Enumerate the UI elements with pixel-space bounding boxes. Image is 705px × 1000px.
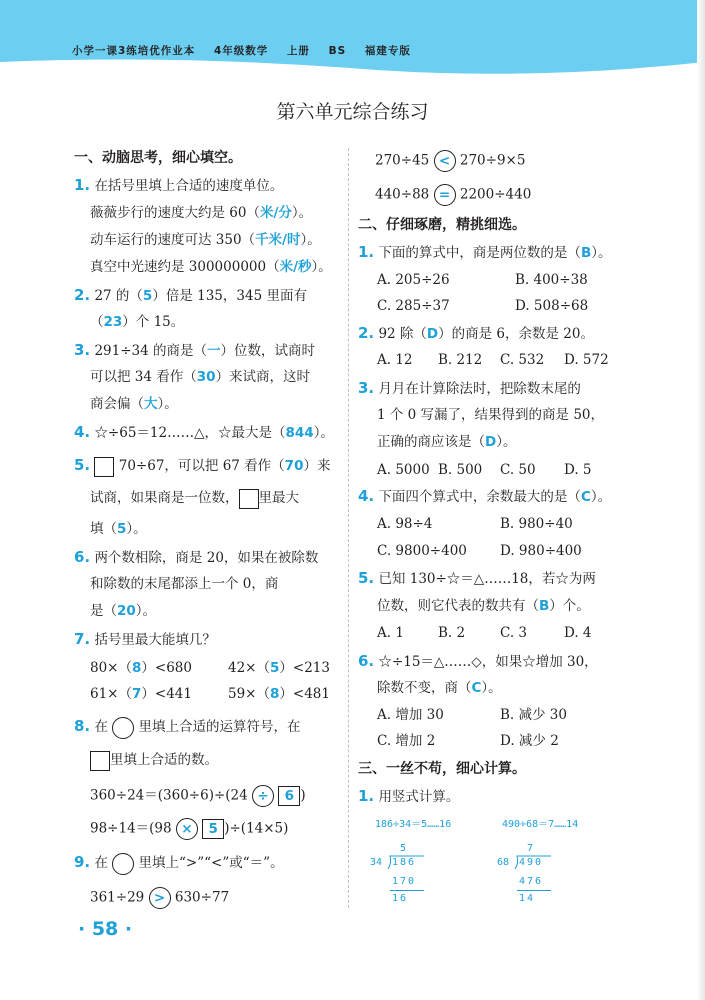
text: 270÷9×5: [459, 152, 526, 169]
text: ）。: [311, 259, 332, 275]
s1-q8-e2: [90, 818, 288, 840]
text: 361÷29: [90, 889, 145, 906]
column-divider: [348, 148, 349, 908]
s2-q2-optA: A. 12: [377, 352, 413, 368]
text: ）的商是 6，余数是 20。: [438, 326, 594, 342]
blank-box: [90, 751, 110, 771]
s2-q3-optD: D. 5: [564, 462, 592, 478]
answer: 千米/时: [255, 232, 301, 248]
s2-q3-optA: A. 5000: [377, 462, 430, 478]
section-3-heading: 三、一丝不苟，细心计算。: [358, 761, 526, 777]
text: 里最大: [258, 490, 299, 506]
s1-q7: [74, 629, 216, 650]
text: 59×（: [228, 686, 270, 702]
s1-q7-r2a: [90, 684, 192, 704]
text: ）<680: [141, 660, 192, 676]
answer: 30: [196, 369, 216, 385]
s2-q5-l2: [377, 596, 590, 616]
answer-circle: =: [434, 184, 456, 206]
s2-q6-optA: A. 增加 30: [377, 707, 444, 723]
s1-q8-e1: [90, 785, 306, 807]
text: 630÷77: [174, 889, 230, 906]
text: 用竖式计算。: [378, 789, 460, 805]
text: 92 除（: [378, 326, 427, 342]
text: 位数，则它代表的数共有（: [377, 598, 539, 614]
q-number: 5.: [74, 456, 91, 474]
quotient: 5: [400, 843, 407, 854]
text: 是（: [90, 603, 117, 619]
divisor: 68: [497, 857, 510, 868]
s1-q2-l2: [90, 312, 184, 332]
answer: 20: [117, 603, 136, 619]
s1-q7-r1a: [90, 658, 192, 678]
answer: 米/分: [259, 205, 292, 221]
text: ）个。: [549, 598, 590, 614]
answer-box: 6: [278, 786, 300, 806]
text: ）。: [313, 425, 334, 441]
s2-q5-optC: C. 3: [500, 625, 528, 641]
remainder: 16: [392, 893, 409, 904]
text: ）。: [496, 434, 517, 450]
s2-q4-optA: A. 98÷4: [377, 516, 433, 532]
answer-circle: >: [149, 887, 171, 909]
text: ）<213: [279, 660, 330, 676]
q-number: 4.: [358, 487, 375, 505]
s2-q5-optB: B. 2: [438, 625, 466, 641]
s1-q9: [74, 852, 284, 875]
text: ）。: [291, 205, 313, 221]
text: 真空中光速约是 300000000（: [90, 259, 280, 275]
answer: 5: [270, 660, 280, 676]
text: 里填上合适的数。: [110, 752, 218, 768]
product: 170: [392, 876, 417, 887]
s2-q3-l3: [377, 432, 516, 452]
s1-q1-b: [90, 230, 321, 250]
long-division-1: [370, 842, 430, 906]
text: 27 的（: [94, 288, 143, 304]
text: 薇薇步行的速度大约是 60（: [90, 205, 260, 221]
text: ☆÷65＝12……△，☆最大是（: [94, 425, 286, 441]
q-number: 9.: [74, 853, 91, 871]
long-division-2: [497, 842, 557, 906]
dividend: 186: [392, 857, 417, 868]
text: 括号里最大能填几？: [94, 632, 216, 648]
s1-q3-l2: [90, 367, 310, 387]
quotient: 7: [527, 843, 534, 854]
text: ）。: [157, 396, 178, 412]
q-number: 6.: [74, 548, 91, 566]
calc-2-expression: 490÷68＝7……14: [502, 819, 579, 830]
s1-q2: [74, 285, 307, 306]
answer: 8: [270, 686, 280, 702]
s2-q5: [358, 568, 596, 589]
s2-q2-optC: C. 532: [500, 352, 545, 368]
text: 下面四个算式中，余数最大的是（: [378, 489, 581, 505]
answer: 大: [144, 396, 158, 412]
q-number: 5.: [358, 569, 375, 587]
text: 试商，如果商是一位数，: [90, 490, 239, 506]
text: 98÷14＝(98: [90, 820, 172, 837]
s2-q4: [358, 486, 611, 507]
answer: 5: [117, 521, 127, 537]
text: ）。: [481, 680, 502, 696]
answer: C: [471, 680, 482, 696]
text: 42×（: [228, 660, 270, 676]
s2-q6-l2: [377, 678, 502, 698]
text: 在: [94, 855, 108, 871]
text: )÷(14×5): [224, 820, 289, 837]
text: ）来试商，这时: [215, 369, 311, 385]
text: ）位数，试商时: [220, 343, 315, 359]
answer: 一: [207, 343, 221, 359]
q-number: 3.: [358, 379, 375, 397]
s1-q6: [74, 547, 318, 568]
calc-1-expression: 186÷34＝5……16: [375, 819, 452, 830]
s2-q2-optB: B. 212: [438, 352, 483, 368]
s2-q4-optB: B. 980÷40: [500, 516, 573, 532]
s2-q2: [358, 323, 594, 344]
answer: B: [539, 598, 550, 614]
s2-q1-optB: B. 400÷38: [515, 272, 588, 288]
text: ）。: [591, 245, 612, 261]
answer: 70: [284, 458, 304, 474]
header-wave: [0, 0, 705, 78]
q-number: 2.: [74, 286, 91, 304]
s1-q1: [74, 175, 283, 196]
answer: 7: [132, 686, 142, 702]
s1-q1-a: [90, 203, 312, 223]
q-number: 1.: [358, 787, 375, 805]
s2-q6-optD: D. 减少 2: [500, 733, 559, 749]
s2-q3-l2: 1 个 0 写漏了，结果得到的商是 50，: [377, 407, 605, 423]
s2-q2-optD: D. 572: [564, 352, 609, 368]
s1-q6-l3: [90, 601, 156, 621]
s2-q3-optB: B. 500: [438, 462, 483, 478]
text: ）。: [300, 232, 321, 248]
answer: 844: [285, 425, 314, 441]
header-series: 小学一课3练培优作业本: [72, 45, 196, 57]
text: ）<481: [279, 686, 330, 702]
text: 动车运行的速度可达 350（: [90, 232, 256, 248]
right-top-e2: [375, 184, 531, 206]
text: 270÷45: [375, 152, 430, 169]
text: 除数不变，商（: [377, 680, 472, 696]
q-number: 7.: [74, 630, 91, 648]
text: ）个 15。: [122, 314, 185, 330]
answer-circle: ÷: [252, 785, 274, 807]
s2-q4-optD: D. 980÷400: [500, 543, 582, 559]
section-2-heading: 二、仔细琢磨，精挑细选。: [358, 217, 526, 233]
text: 商会偏（: [90, 396, 144, 412]
s1-q8: [74, 716, 301, 739]
text: 里填上“>”“<”或“＝”。: [138, 855, 284, 871]
header-info: [72, 43, 425, 58]
s2-q6-optC: C. 增加 2: [377, 733, 436, 749]
text: 可以把 34 看作（: [90, 369, 197, 385]
text: 已知 130÷☆＝△……18，若☆为两: [378, 571, 596, 587]
s2-q4-optC: C. 9800÷400: [377, 543, 467, 559]
blank-box: [239, 489, 259, 509]
q-number: 1.: [358, 243, 375, 261]
s1-q5-l3: [90, 519, 147, 539]
answer: C: [580, 489, 591, 505]
text: 里填上合适的运算符号，在: [138, 719, 301, 735]
text: 360÷24＝(360÷6)÷(24: [90, 787, 248, 804]
s1-q6-l2: 和除数的末尾都添上一个 0，商: [90, 576, 279, 592]
s1-q7-r2b: [228, 684, 330, 704]
page-number: · 58 ·: [78, 918, 133, 940]
answer-circle: <: [434, 150, 456, 172]
right-top-e1: [375, 150, 525, 172]
product: 476: [519, 876, 544, 887]
answer: D: [426, 326, 439, 342]
answer: B: [580, 245, 592, 261]
text: （: [90, 314, 104, 330]
text: 两个数相除，商是 20，如果在被除数: [94, 550, 319, 566]
s1-q1-c: [90, 257, 332, 277]
subtraction-line: [390, 890, 424, 891]
s2-q3-optC: C. 50: [500, 462, 536, 478]
answer: D: [485, 434, 497, 450]
blank-box: [94, 457, 114, 477]
text: ）。: [126, 521, 147, 537]
answer-box: 5: [202, 819, 224, 839]
q-number: 1.: [74, 176, 91, 194]
divisor: 34: [370, 857, 383, 868]
header-region: 福建专版: [364, 45, 411, 57]
text: 2200÷440: [459, 186, 532, 203]
page-title: 第六单元综合练习: [276, 101, 429, 123]
text: 440÷88: [375, 186, 430, 203]
dividend: 490: [519, 857, 544, 868]
text: 80×（: [90, 660, 132, 676]
q-number: 2.: [358, 324, 375, 342]
text: ）倍是 135，345 里面有: [152, 288, 307, 304]
s3-q1: [358, 786, 459, 807]
answer: 8: [132, 660, 142, 676]
s1-q3: [74, 340, 315, 361]
answer-circle: ×: [176, 818, 198, 840]
answer: 23: [103, 314, 123, 330]
text: 70÷67，可以把 67 看作（: [118, 458, 285, 474]
s2-q6: [358, 651, 598, 672]
section-1-heading: 一、动脑思考，细心填空。: [74, 150, 242, 166]
q-number: 8.: [74, 717, 91, 735]
s2-q1: [358, 242, 611, 263]
text: 下面的算式中，商是两位数的是（: [378, 245, 581, 261]
text: 填（: [90, 521, 117, 537]
text: 61×（: [90, 686, 132, 702]
answer: 5: [142, 288, 153, 304]
remainder: 14: [519, 893, 536, 904]
text: 正确的商应该是（: [377, 434, 485, 450]
text: ）。: [135, 603, 157, 619]
blank-circle: [112, 853, 134, 875]
text: ）。: [590, 489, 612, 505]
subtraction-line: [517, 890, 551, 891]
s2-q6-optB: B. 减少 30: [500, 707, 567, 723]
text: ）<441: [141, 686, 192, 702]
q-number: 6.: [358, 652, 375, 670]
header-band: [0, 0, 705, 78]
answer: 米/秒: [279, 259, 312, 275]
text: 月月在计算除法时，把除数末尾的: [378, 381, 581, 397]
s2-q3: [358, 378, 581, 399]
s1-q5-l2: [90, 488, 299, 509]
q-number: 4.: [74, 423, 91, 441]
q-number: 3.: [74, 341, 91, 359]
s2-q1-optC: C. 285÷37: [377, 298, 450, 314]
s1-q4: [74, 422, 334, 443]
text: ☆÷15＝△……◇，如果☆增加 30，: [378, 654, 598, 670]
s1-q9-e1: [90, 887, 229, 909]
page-edge-shadow: [697, 0, 705, 1000]
s2-q5-optD: D. 4: [564, 625, 592, 641]
s2-q1-optA: A. 205÷26: [377, 272, 450, 288]
header-edition: BS: [328, 45, 347, 57]
text: 291÷34 的商是（: [94, 343, 207, 359]
text: ）来: [303, 458, 331, 474]
text: ): [300, 787, 306, 804]
s2-q5-optA: A. 1: [377, 625, 404, 641]
s1-q8-l2: [90, 750, 218, 771]
q-text: 在括号里填上合适的速度单位。: [94, 178, 284, 194]
s2-q1-optD: D. 508÷68: [515, 298, 589, 314]
s1-q7-r1b: [228, 658, 330, 678]
text: 在: [94, 719, 108, 735]
s1-q3-l3: [90, 394, 178, 414]
header-volume: 上册: [286, 45, 310, 57]
s1-q5: [74, 455, 330, 477]
blank-circle: [112, 717, 134, 739]
header-grade: 4年级数学: [213, 45, 269, 57]
